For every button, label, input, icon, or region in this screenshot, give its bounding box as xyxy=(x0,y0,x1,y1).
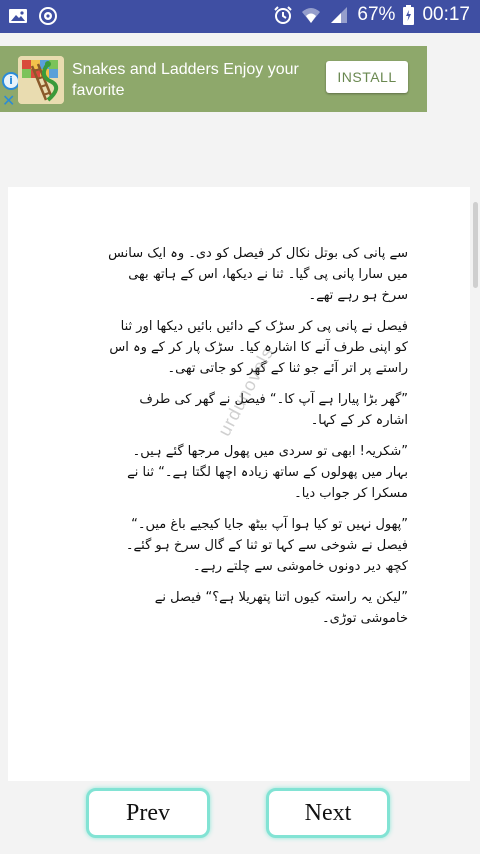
ad-close-icon[interactable]: ✕ xyxy=(2,91,16,110)
watermark: urdunovels xyxy=(214,343,278,440)
ad-banner[interactable] xyxy=(0,46,427,112)
story-paragraph: ”شکریہ! ابھی تو سردی میں پھول مرجھا گئے ہیں۔ بہار میں پھولوں کے ساتھ زیادہ اچھا لگتا ہے۔“ ثنا نے مسکرا کر جواب دیا۔ xyxy=(127,444,408,501)
next-button[interactable]: Next xyxy=(266,788,390,838)
prev-button[interactable]: Prev xyxy=(86,788,210,838)
clock: 00:17 xyxy=(422,4,470,25)
battery-icon xyxy=(403,5,414,25)
story-paragraph: ”گھر بڑا پیارا ہے آپ کا۔“ فیصل نے گھر کی طرف اشارہ کر کے کہا۔ xyxy=(139,392,408,428)
status-bar xyxy=(0,0,480,33)
alarm-icon xyxy=(273,5,293,25)
story-paragraph: سے پانی کی بوتل نکال کر فیصل کو دی۔ وہ ایک سانس میں سارا پانی پی گیا۔ ثنا نے دیکھا، اس کے ہاتھ بھی سرخ ہو رہے تھے۔ xyxy=(108,246,408,303)
install-button[interactable]: INSTALL xyxy=(326,61,408,93)
image-icon xyxy=(8,6,28,26)
signal-icon xyxy=(329,5,349,25)
battery-percent: 67% xyxy=(357,4,396,25)
story-paragraph: ”پھول نہیں تو کیا ہوا آپ بیٹھ جایا کیجیے باغ میں۔“ فیصل نے شوخی سے کہا تو ثنا کے گال سرخ ہو گئے۔ کچھ دیر دونوں خاموشی سے چلتے رہے۔ xyxy=(125,517,408,574)
ad-title[interactable]: Snakes and Ladders Enjoy your favorite xyxy=(72,61,299,99)
scrollbar-thumb[interactable] xyxy=(473,202,478,288)
ad-info-icon[interactable]: i xyxy=(2,72,20,90)
story-text xyxy=(108,243,408,639)
ad-app-icon[interactable] xyxy=(18,56,64,104)
story-paragraph: ”لیکن یہ راستہ کیوں اتنا پتھریلا ہے؟“ فیصل نے خاموشی توڑی۔ xyxy=(154,590,408,626)
wifi-icon xyxy=(301,5,321,25)
story-paragraph: فیصل نے پانی پی کر سڑک کے دائیں بائیں دیکھا اور ثنا کو اپنی طرف آنے کا اشارہ کیا۔ سڑک پار کر کے وہ اس راستے پر اتر آئے جو ثنا کے گھر کو جاتی تھی۔ xyxy=(109,319,408,376)
camera-icon xyxy=(38,6,58,26)
